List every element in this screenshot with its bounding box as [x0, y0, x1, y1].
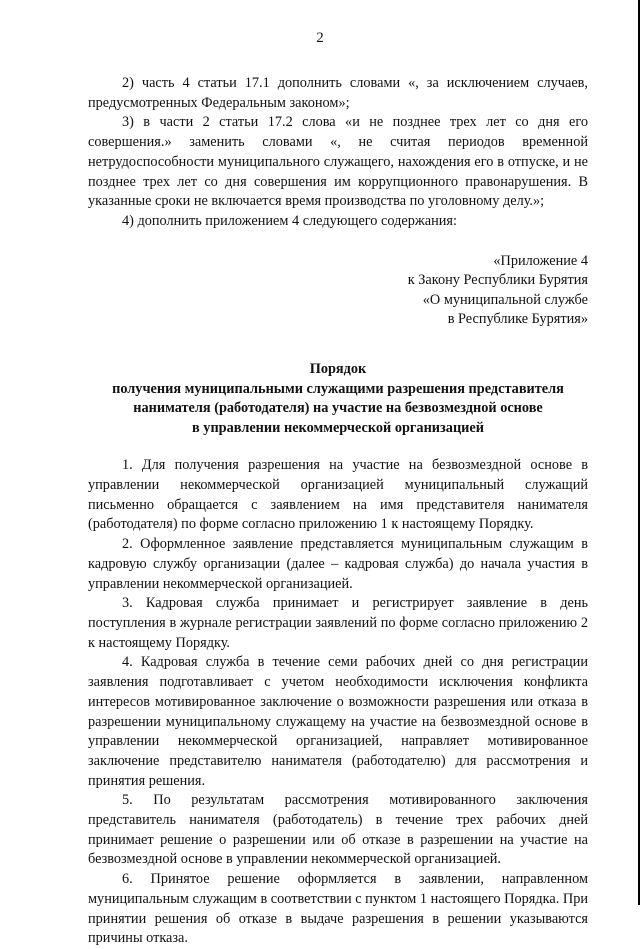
procedure-subtitle-line: получения муниципальными служащими разрешения представителя — [112, 380, 564, 397]
procedure-item: 6. Принятое решение оформляется в заявлении, направленном муниципальным служащим в соответствии с пунктом 1 настоящего Порядка. При принятии решения об отказе в выдаче разрешения в решении указываются причины отказа. — [88, 871, 588, 947]
appendix-line: в Республике Бурятия» — [447, 311, 588, 328]
appendix-line: «О муниципальной службе — [422, 291, 588, 308]
appendix-line: «Приложение 4 — [493, 252, 588, 269]
amendment-paragraph: 2) часть 4 статьи 17.1 дополнить словами «, за исключением случаев, предусмотренных Федеральным законом»; — [88, 75, 588, 111]
procedure-item: 1. Для получения разрешения на участие на безвозмездной основе в управлении некоммерческой организацией муниципальный служащий письменно обращается с заявлением на имя представителя нанимателя (работодателя) по форме согласно приложению 1 к настоящему Порядку. — [88, 457, 588, 533]
appendix-header — [88, 252, 588, 330]
procedure-item: 5. По результатам рассмотрения мотивированного заключения представитель нанимателя (работодатель) в течение трех рабочих дней принимает решение о разрешении или об отказе в разрешении на участие на безвозмездной основе в управлении некоммерческой организацией. — [88, 792, 588, 868]
procedure-subtitle-line: в управлении некоммерческой организацией — [192, 419, 484, 436]
procedure-subtitle-line: нанимателя (работодателя) на участие на безвозмездной основе — [133, 400, 543, 417]
amendment-paragraph: 4) дополнить приложением 4 следующего содержания: — [122, 212, 457, 229]
procedure-title: Порядок — [309, 361, 367, 377]
page-number: 2 — [316, 30, 324, 46]
amendment-paragraph: 3) в части 2 статьи 17.2 слова «и не позднее трех лет со дня его совершения.» заменить словами «, не считая периодов временной нетрудоспособности муниципального служащего, нахождения его в отпуске, и не позднее трех лет со дня совершения им коррупционного правонарушения. В указанные сроки не включается время производства по уголовному делу.»; — [88, 114, 588, 210]
amendments-list — [88, 74, 588, 232]
procedure-items — [88, 456, 588, 949]
procedure-item: 4. Кадровая служба в течение семи рабочих дней со дня регистрации заявления подготавливает с учетом необходимости исключения конфликта интересов мотивированное заключение о возможности разрешения или отказа в разрешении муниципальному служащему на участие на безвозмездной основе в управлении некоммерческой организацией, направляет мотивированное заключение представителю нанимателя (работодателю) для рассмотрения и принятия решения. — [88, 654, 588, 789]
appendix-line: к Закону Республики Бурятия — [407, 272, 588, 289]
procedure-heading — [88, 360, 588, 438]
procedure-item: 2. Оформленное заявление представляется муниципальным служащим в кадровую службу организации (далее – кадровая служба) до начала участия в управлении некоммерческой организацией. — [88, 536, 588, 592]
procedure-item: 3. Кадровая служба принимает и регистрирует заявление в день поступления в журнале регистрации заявлений по форме согласно приложению 2 к настоящему Порядку. — [88, 595, 588, 651]
document-body — [88, 74, 588, 949]
